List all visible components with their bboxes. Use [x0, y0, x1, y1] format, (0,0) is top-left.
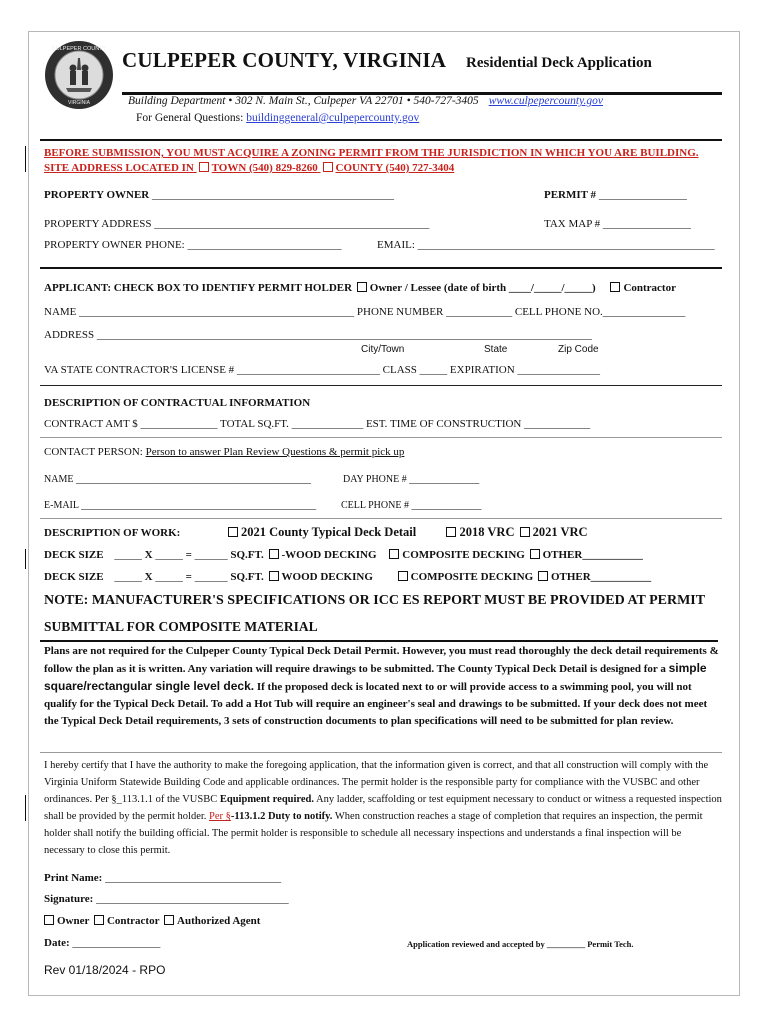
svg-text:VIRGINIA: VIRGINIA — [68, 100, 90, 106]
equals-sign: = — [185, 549, 192, 561]
expiration-label: EXPIRATION — [449, 364, 515, 376]
applicant-cell-field[interactable]: _______________ — [602, 306, 686, 318]
deck-width-field[interactable]: _____ — [155, 571, 183, 583]
date-label: Date: — [44, 937, 70, 949]
contact-name-row — [44, 474, 311, 485]
composite-decking-label: COMPOSITE DECKING — [402, 549, 525, 561]
deck-size-label: DECK SIZE — [44, 571, 104, 583]
applicant-heading: APPLICANT: CHECK BOX TO IDENTIFY PERMIT HOLDER — [44, 282, 353, 294]
tax-map-row — [544, 218, 691, 230]
property-owner-field[interactable]: ____________________________________________ — [152, 189, 394, 201]
license-field[interactable]: __________________________ — [236, 364, 380, 376]
composite-decking-label: COMPOSITE DECKING — [410, 571, 534, 583]
town-option-label: TOWN (540) 829-8260 — [211, 162, 318, 174]
contract-heading: DESCRIPTION OF CONTRACTUAL INFORMATION — [44, 397, 311, 409]
divider — [40, 267, 722, 269]
county-detail-label: 2021 County Typical Deck Detail — [241, 525, 417, 539]
owner-role-checkbox[interactable] — [44, 915, 54, 925]
revision-footer: Rev 01/18/2024 - RPO — [44, 963, 166, 977]
agent-role-checkbox[interactable] — [164, 915, 174, 925]
wood-decking-checkbox[interactable] — [269, 571, 279, 581]
signature-row — [44, 893, 289, 905]
sqft-unit: SQ.FT. — [230, 571, 264, 583]
contract-amt-label: CONTRACT AMT $ — [44, 418, 138, 430]
divider — [40, 385, 722, 386]
zoning-warning-line2 — [44, 162, 454, 174]
contractor-label: Contractor — [623, 282, 676, 294]
construction-time-field[interactable]: ____________ — [524, 418, 591, 430]
equipment-required: Equipment required. — [219, 794, 315, 805]
contact-person-label: CONTACT PERSON: — [44, 446, 146, 458]
deck-area-field[interactable]: ______ — [194, 549, 228, 561]
deck-size-row-1 — [44, 549, 643, 561]
construction-time-label: EST. TIME OF CONSTRUCTION — [365, 418, 522, 430]
state-caption: State — [484, 344, 508, 355]
role-row — [44, 915, 260, 927]
divider — [40, 518, 722, 519]
owner-email-field[interactable]: ______________________________________________________ — [417, 239, 715, 251]
general-questions-label: For General Questions: — [136, 112, 247, 124]
county-option-label: COUNTY (540) 727-3404 — [335, 162, 455, 174]
print-name-label: Print Name: — [44, 872, 103, 884]
plans-text-1: Plans are not required for the Culpeper County Typical Deck Detail Permit. However, you must read thoroughly the deck detail requirements & follow the plan as it is written. Any variation will require drawings to be submitted. The County Typical Deck Detail is designed for a — [44, 645, 719, 675]
vrc-2018-checkbox[interactable] — [446, 527, 456, 537]
date-field[interactable]: ________________ — [72, 937, 161, 949]
day-phone-row — [343, 474, 479, 485]
day-phone-field[interactable]: ______________ — [409, 474, 480, 485]
review-initials-field[interactable]: _________ — [546, 939, 586, 949]
divider — [40, 437, 722, 438]
wood-decking-checkbox[interactable] — [269, 549, 279, 559]
wood-decking-label: WOOD DECKING — [281, 571, 373, 583]
general-questions — [136, 112, 419, 124]
property-address-row — [44, 218, 429, 230]
day-phone-label: DAY PHONE # — [343, 474, 407, 485]
owner-phone-field[interactable]: ____________________________ — [187, 239, 342, 251]
contact-email-label: E-MAIL — [44, 500, 79, 511]
tax-map-label: TAX MAP # — [544, 218, 601, 230]
contact-name-field[interactable]: _______________________________________________ — [75, 474, 311, 485]
sqft-unit: SQ.FT. — [230, 549, 264, 561]
contact-person-note: Person to answer Plan Review Questions & permit pick up — [145, 446, 405, 458]
permit-number-field[interactable]: ________________ — [598, 189, 687, 201]
applicant-phone-field[interactable]: ____________ — [446, 306, 513, 318]
vrc-2021-checkbox[interactable] — [520, 527, 530, 537]
other-decking-checkbox[interactable] — [530, 549, 540, 559]
contractor-role-checkbox[interactable] — [94, 915, 104, 925]
note-line2: SUBMITTAL FOR COMPOSITE MATERIAL — [44, 619, 318, 634]
plans-paragraph — [44, 643, 724, 730]
total-sqft-label: TOTAL SQ.FT. — [220, 418, 289, 430]
site-address-label: SITE ADDRESS LOCATED IN — [44, 162, 197, 174]
applicant-name-field[interactable]: __________________________________________________ — [79, 306, 355, 318]
date-row — [44, 937, 160, 949]
total-sqft-field[interactable]: _____________ — [291, 418, 364, 430]
deck-area-field[interactable]: ______ — [194, 571, 228, 583]
contact-cell-row — [341, 500, 481, 511]
divider — [40, 752, 722, 753]
applicant-phone-label: PHONE NUMBER — [356, 306, 444, 318]
tax-map-field[interactable]: ________________ — [602, 218, 691, 230]
review-text: Application reviewed and accepted by — [407, 939, 545, 949]
county-checkbox[interactable] — [323, 162, 333, 172]
review-row — [407, 939, 634, 949]
website-link[interactable]: www.culpepercounty.gov — [488, 95, 604, 107]
contract-row — [44, 418, 590, 430]
contact-person-row — [44, 446, 404, 458]
times-sign: X — [144, 571, 153, 583]
county-seal-logo — [44, 40, 114, 110]
applicant-address-label: ADDRESS — [44, 329, 95, 341]
other-decking-checkbox[interactable] — [538, 571, 548, 581]
owner-phone-label: PROPERTY OWNER PHONE: — [44, 239, 185, 251]
owner-lessee-label: Owner / Lessee (date of birth ____/_____/_____) — [369, 282, 596, 294]
applicant-name-row — [44, 306, 685, 318]
class-field[interactable]: _____ — [419, 364, 448, 376]
permit-number-label: PERMIT # — [544, 189, 597, 201]
wood-decking-label: -WOOD DECKING — [281, 549, 377, 561]
expiration-field[interactable]: _______________ — [517, 364, 600, 376]
deck-length-field[interactable]: _____ — [114, 549, 142, 561]
owner-lessee-checkbox[interactable] — [357, 282, 367, 292]
county-detail-checkbox[interactable] — [228, 527, 238, 537]
contact-email-field[interactable]: _______________________________________________ — [81, 500, 317, 511]
zoning-warning-line1: BEFORE SUBMISSION, YOU MUST ACQUIRE A ZONING PERMIT FROM THE JURISDICTION IN WHICH YOU ARE BUILDING. — [44, 147, 699, 159]
divider — [40, 139, 722, 141]
equals-sign: = — [185, 571, 192, 583]
city-caption: City/Town — [361, 344, 405, 355]
svg-text:CULPEPER COUNTY: CULPEPER COUNTY — [51, 46, 107, 52]
applicant-cell-label: CELL PHONE NO. — [514, 306, 603, 318]
owner-role-label: Owner — [57, 915, 90, 927]
owner-email-row — [377, 239, 715, 251]
property-owner-label: PROPERTY OWNER — [44, 189, 150, 201]
agent-role-label: Authorized Agent — [177, 915, 261, 927]
permit-tech-label: Permit Tech. — [587, 939, 634, 949]
form-subtitle: Residential Deck Application — [466, 55, 652, 71]
plans-emphasis: simple square/rectangular single level deck. — [44, 661, 707, 693]
contact-email-row — [44, 500, 316, 511]
contractor-role-label: Contractor — [106, 915, 160, 927]
work-options-row — [226, 525, 588, 540]
town-checkbox[interactable] — [199, 162, 209, 172]
contact-cell-field[interactable]: ______________ — [411, 500, 482, 511]
other-decking-label[interactable]: OTHER___________ — [542, 549, 643, 561]
change-bar — [25, 146, 26, 172]
print-name-row — [44, 872, 281, 884]
license-label: VA STATE CONTRACTOR'S LICENSE # — [44, 364, 235, 376]
owner-email-label: EMAIL: — [377, 239, 415, 251]
contract-amt-field[interactable]: ______________ — [140, 418, 218, 430]
zip-caption: Zip Code — [558, 344, 599, 355]
contact-name-label: NAME — [44, 474, 74, 485]
times-sign: X — [144, 549, 153, 561]
contact-cell-label: CELL PHONE # — [341, 500, 409, 511]
deck-length-field[interactable]: _____ — [114, 571, 142, 583]
other-decking-label[interactable]: OTHER___________ — [550, 571, 652, 583]
applicant-address-field[interactable]: __________________________________________________________________________________________ — [96, 329, 592, 341]
permit-number-row — [544, 189, 687, 201]
certify-text-3: When construction reaches a stage of completion that requires an inspection, the permit holder shall notify the building official. The permit holder is responsible to schedule all necessary inspections and understands a final inspection will be necessary to close this permit. — [44, 811, 703, 856]
property-owner-row — [44, 189, 394, 201]
change-bar — [25, 549, 26, 569]
vrc-2021-label: 2021 VRC — [532, 525, 588, 539]
page-title: CULPEPER COUNTY, VIRGINIA — [122, 48, 447, 72]
certification-paragraph — [44, 757, 724, 859]
property-address-field[interactable]: __________________________________________________ — [154, 218, 430, 230]
property-address-label: PROPERTY ADDRESS — [44, 218, 152, 230]
vrc-2018-label: 2018 VRC — [459, 525, 515, 539]
composite-decking-checkbox[interactable] — [389, 549, 399, 559]
signature-label: Signature: — [44, 893, 94, 905]
department-info — [128, 95, 603, 107]
class-label: CLASS — [382, 364, 417, 376]
license-row — [44, 364, 600, 376]
per-section-ref: Per § — [209, 811, 231, 822]
deck-size-label: DECK SIZE — [44, 549, 104, 561]
contractor-checkbox[interactable] — [610, 282, 620, 292]
work-heading: DESCRIPTION OF WORK: — [44, 527, 181, 539]
applicant-name-label: NAME — [44, 306, 77, 318]
composite-decking-checkbox[interactable] — [398, 571, 408, 581]
department-address: Building Department • 302 N. Main St., Culpeper VA 22701 • 540-727-3405 — [128, 95, 479, 107]
applicant-row — [44, 282, 676, 294]
plans-text-2: If the proposed deck is located next to or will provide access to a swimming pool, you will not qualify for the Typical Deck Detail. To add a Hot Tub will require an engineer's seal and drawings to be submitted. If your deck does not meet the Typical Deck Detail requirements, 3 sets of construction documents to plan specifications will need to be submitted for plan review. — [44, 681, 708, 727]
signature-field[interactable]: ___________________________________ — [96, 893, 289, 905]
deck-size-row-2 — [44, 571, 651, 583]
owner-phone-row — [44, 239, 341, 251]
duty-to-notify: -113.1.2 Duty to notify. — [230, 811, 333, 822]
divider — [40, 640, 718, 642]
deck-width-field[interactable]: _____ — [155, 549, 183, 561]
certify-text-2: Any ladder, scaffolding or test equipment necessary to conduct or witness a requested inspection shall be provided by the permit holder. — [44, 794, 722, 822]
general-email-link[interactable]: buildinggeneral@culpepercounty.gov — [246, 112, 420, 124]
change-bar — [25, 795, 26, 821]
print-name-field[interactable]: ________________________________ — [105, 872, 282, 884]
applicant-address-row — [44, 329, 592, 341]
certify-text-1: I hereby certify that I have the authority to make the foregoing application, that the information given is correct, and that all construction will comply with the Virginia Uniform Statewide Building Code and applicable ordinances. The permit holder is the responsible party for compliance with the VUSBC and other ordinances. Per §_113.1.1 of the VUSBC — [44, 760, 709, 805]
note-line1: NOTE: MANUFACTURER'S SPECIFICATIONS OR ICC ES REPORT MUST BE PROVIDED AT PERMIT — [44, 593, 706, 608]
